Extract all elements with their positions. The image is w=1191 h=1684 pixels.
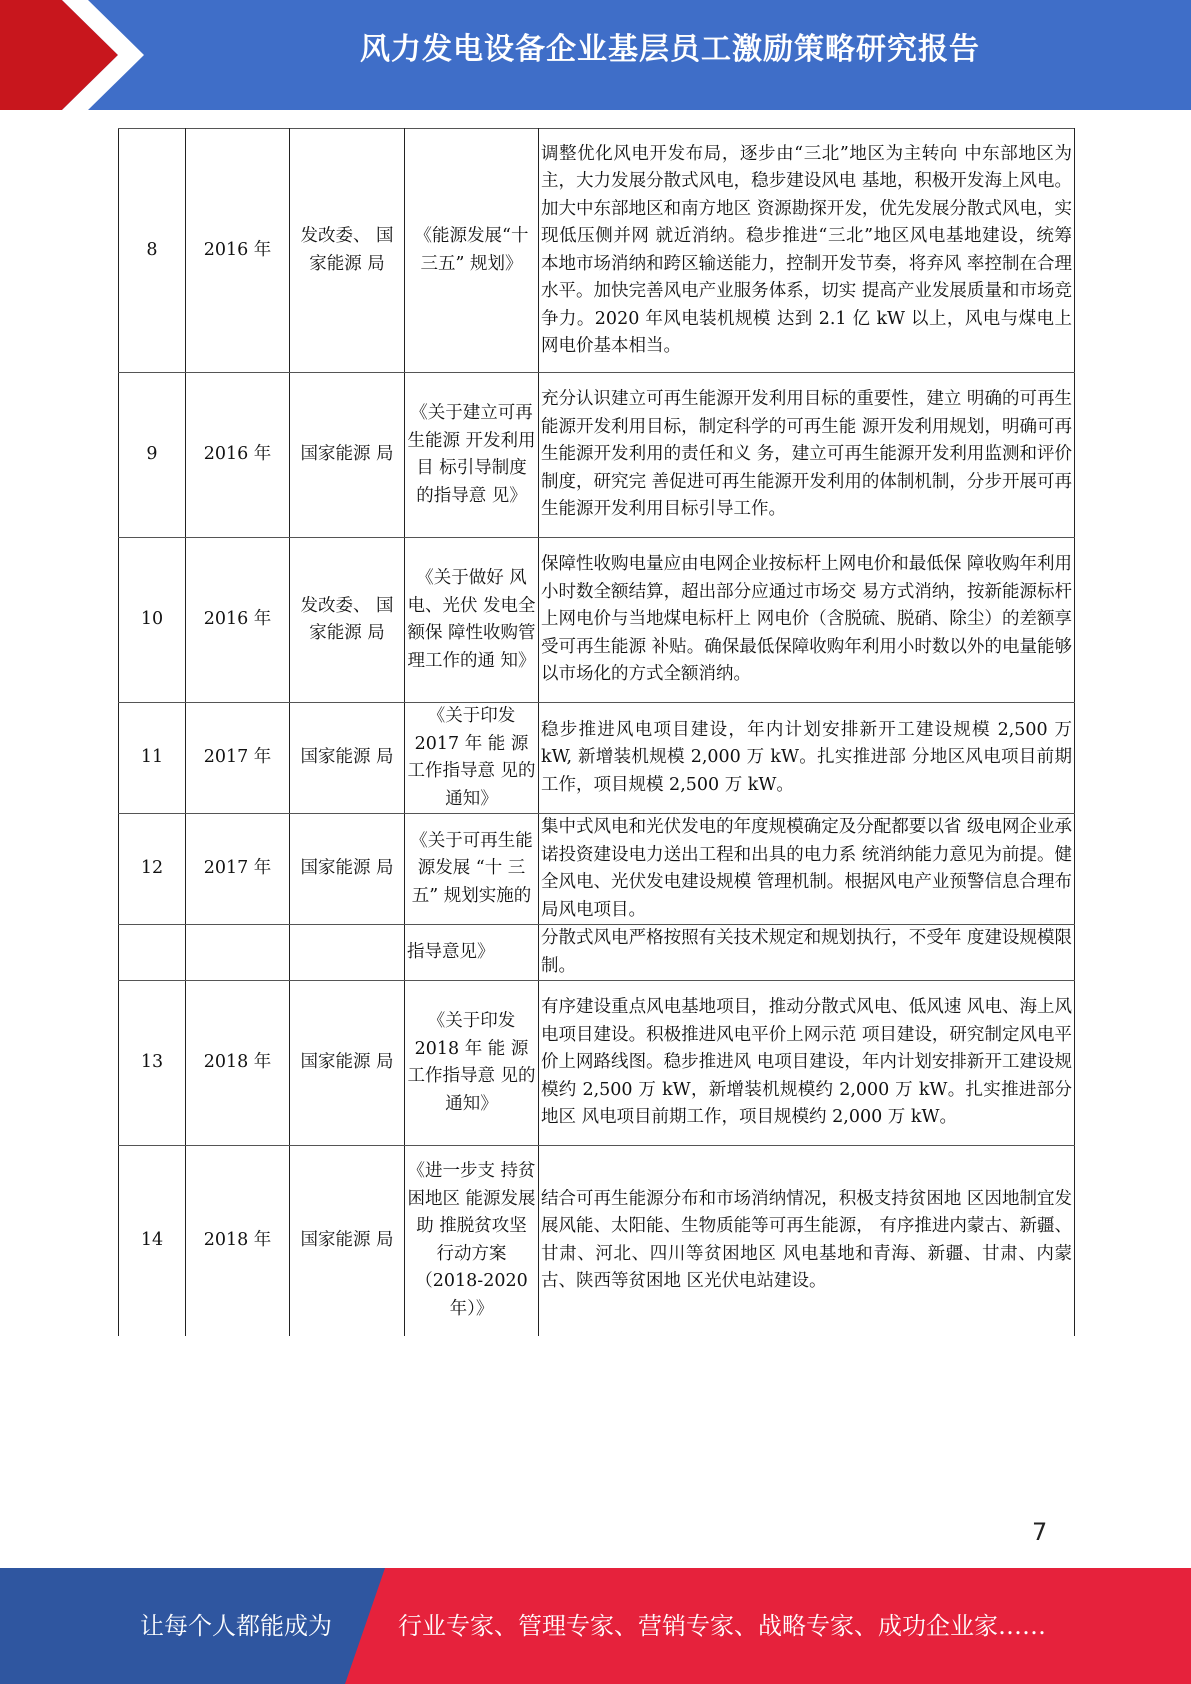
document-title: 风力发电设备企业基层员工激励策略研究报告 — [360, 32, 980, 67]
row-policy-name: 《关于建立可再生能源 开发利用目 标引导制度 的指导意 见》 — [405, 373, 539, 538]
table-row — [119, 814, 1075, 925]
row-issuer: 国家能源 局 — [290, 1146, 405, 1336]
table-row — [119, 1146, 1075, 1336]
chevron-logo-icon — [0, 0, 150, 110]
row-content: 结合可再生能源分布和市场消纳情况，积极支持贫困地 区因地制宜发展风能、太阳能、生物质能等可再生能源， 有序推进内蒙古、新疆、甘肃、河北、四川等贫困地区 风电基地和青海、新疆、甘肃、内蒙古、陕西等贫困地 区光伏电站建设。 — [539, 1146, 1075, 1336]
row-issuer — [290, 925, 405, 981]
table-row — [119, 538, 1075, 703]
row-issuer: 发改委、 国家能源 局 — [290, 538, 405, 703]
table-row — [119, 129, 1075, 373]
row-content: 集中式风电和光伏发电的年度规模确定及分配都要以省 级电网企业承诺投资建设电力送出工程和出具的电力系 统消纳能力意见为前提。健全风电、光伏发电建设规模 管理机制。根据风电产业预警信息合理布局风电项目。 — [539, 814, 1075, 925]
row-number: 13 — [119, 981, 186, 1146]
policy-table — [118, 128, 1075, 1336]
row-policy-name: 《进一步支 持贫困地区 能源发展助 推脱贫攻坚 行动方案（2018-2020 年）》 — [405, 1146, 539, 1336]
row-number: 11 — [119, 703, 186, 814]
table-row — [119, 981, 1075, 1146]
row-content: 稳步推进风电项目建设，年内计划安排新开工建设规模 2,500 万 kW, 新增装机规模 2,000 万 kW。扎实推进部 分地区风电项目前期工作，项目规模 2,500 万 kW。 — [539, 703, 1075, 814]
row-year: 2018 年 — [186, 981, 290, 1146]
row-content: 有序建设重点风电基地项目，推动分散式风电、低风速 风电、海上风电项目建设。积极推进风电平价上网示范 项目建设，研究制定风电平价上网路线图。稳步推进风 电项目建设，年内计划安排新开工建设规模约 2,500 万 kW，新增装机规模约 2,000 万 kW。扎实推进部分地区 风电项目前期工作，项目规模约 2,000 万 kW。 — [539, 981, 1075, 1146]
footer-slogan-left: 让每个人都能成为 — [140, 1612, 332, 1640]
row-issuer: 国家能源 局 — [290, 373, 405, 538]
row-content: 充分认识建立可再生能源开发利用目标的重要性，建立 明确的可再生能源开发利用目标，制定科学的可再生能 源开发利用规划，明确可再生能源开发利用的责任和义 务，建立可再生能源开发利用监测和评价制度，研究完 善促进可再生能源开发利用的体制机制，分步开展可再 生能源开发利用目标引导工作。 — [539, 373, 1075, 538]
row-issuer: 发改委、 国家能源 局 — [290, 129, 405, 373]
row-policy-name: 《关于印发 2017 年 能 源 工作指导意 见的通知》 — [405, 703, 539, 814]
row-year: 2018 年 — [186, 1146, 290, 1336]
row-policy-name: 《关于可再生能源发展 “十 三 五” 规划实施的 — [405, 814, 539, 925]
row-year: 2016 年 — [186, 538, 290, 703]
row-policy-name: 《能源发展“十三五” 规划》 — [405, 129, 539, 373]
footer-slogan-right: 行业专家、管理专家、营销专家、战略专家、成功企业家…… — [398, 1612, 1046, 1640]
table-row — [119, 703, 1075, 814]
row-number: 12 — [119, 814, 186, 925]
row-policy-name: 《关于印发 2018 年 能 源 工作指导意 见的通知》 — [405, 981, 539, 1146]
row-year: 2016 年 — [186, 373, 290, 538]
row-issuer: 国家能源 局 — [290, 814, 405, 925]
page-footer — [0, 1568, 1191, 1684]
row-year: 2016 年 — [186, 129, 290, 373]
row-number — [119, 925, 186, 981]
page-number: 7 — [1032, 1518, 1048, 1546]
page-header — [0, 0, 1191, 110]
row-number: 8 — [119, 129, 186, 373]
table-row — [119, 925, 1075, 981]
row-number: 9 — [119, 373, 186, 538]
row-content: 保障性收购电量应由电网企业按标杆上网电价和最低保 障收购年利用小时数全额结算，超出部分应通过市场交 易方式消纳，按新能源标杆上网电价与当地煤电标杆上 网电价（含脱硫、脱硝、除尘）的差额享受可再生能源 补贴。确保最低保障收购年利用小时数以外的电量能够 以市场化的方式全额消纳。 — [539, 538, 1075, 703]
row-year — [186, 925, 290, 981]
row-year: 2017 年 — [186, 703, 290, 814]
row-issuer: 国家能源 局 — [290, 703, 405, 814]
row-content: 调整优化风电开发布局，逐步由“三北”地区为主转向 中东部地区为主，大力发展分散式风电，稳步建设风电 基地，积极开发海上风电。加大中东部地区和南方地区 资源勘探开发，优先发展分散式风电，实现低压侧并网 就近消纳。稳步推进“三北”地区风电基地建设，统筹 本地市场消纳和跨区输送能力，控制开发节奏，将弃风 率控制在合理水平。加快完善风电产业服务体系，切实 提高产业发展质量和市场竞争力。2020 年风电装机规模 达到 2.1 亿 kW 以上，风电与煤电上网电价基本相当。 — [539, 129, 1075, 373]
row-policy-name: 指导意见》 — [405, 925, 539, 981]
table-row — [119, 373, 1075, 538]
row-issuer: 国家能源 局 — [290, 981, 405, 1146]
row-content: 分散式风电严格按照有关技术规定和规划执行，不受年 度建设规模限制。 — [539, 925, 1075, 981]
row-policy-name: 《关于做好 风电、光伏 发电全额保 障性收购管 理工作的通 知》 — [405, 538, 539, 703]
row-year: 2017 年 — [186, 814, 290, 925]
row-number: 14 — [119, 1146, 186, 1336]
row-number: 10 — [119, 538, 186, 703]
